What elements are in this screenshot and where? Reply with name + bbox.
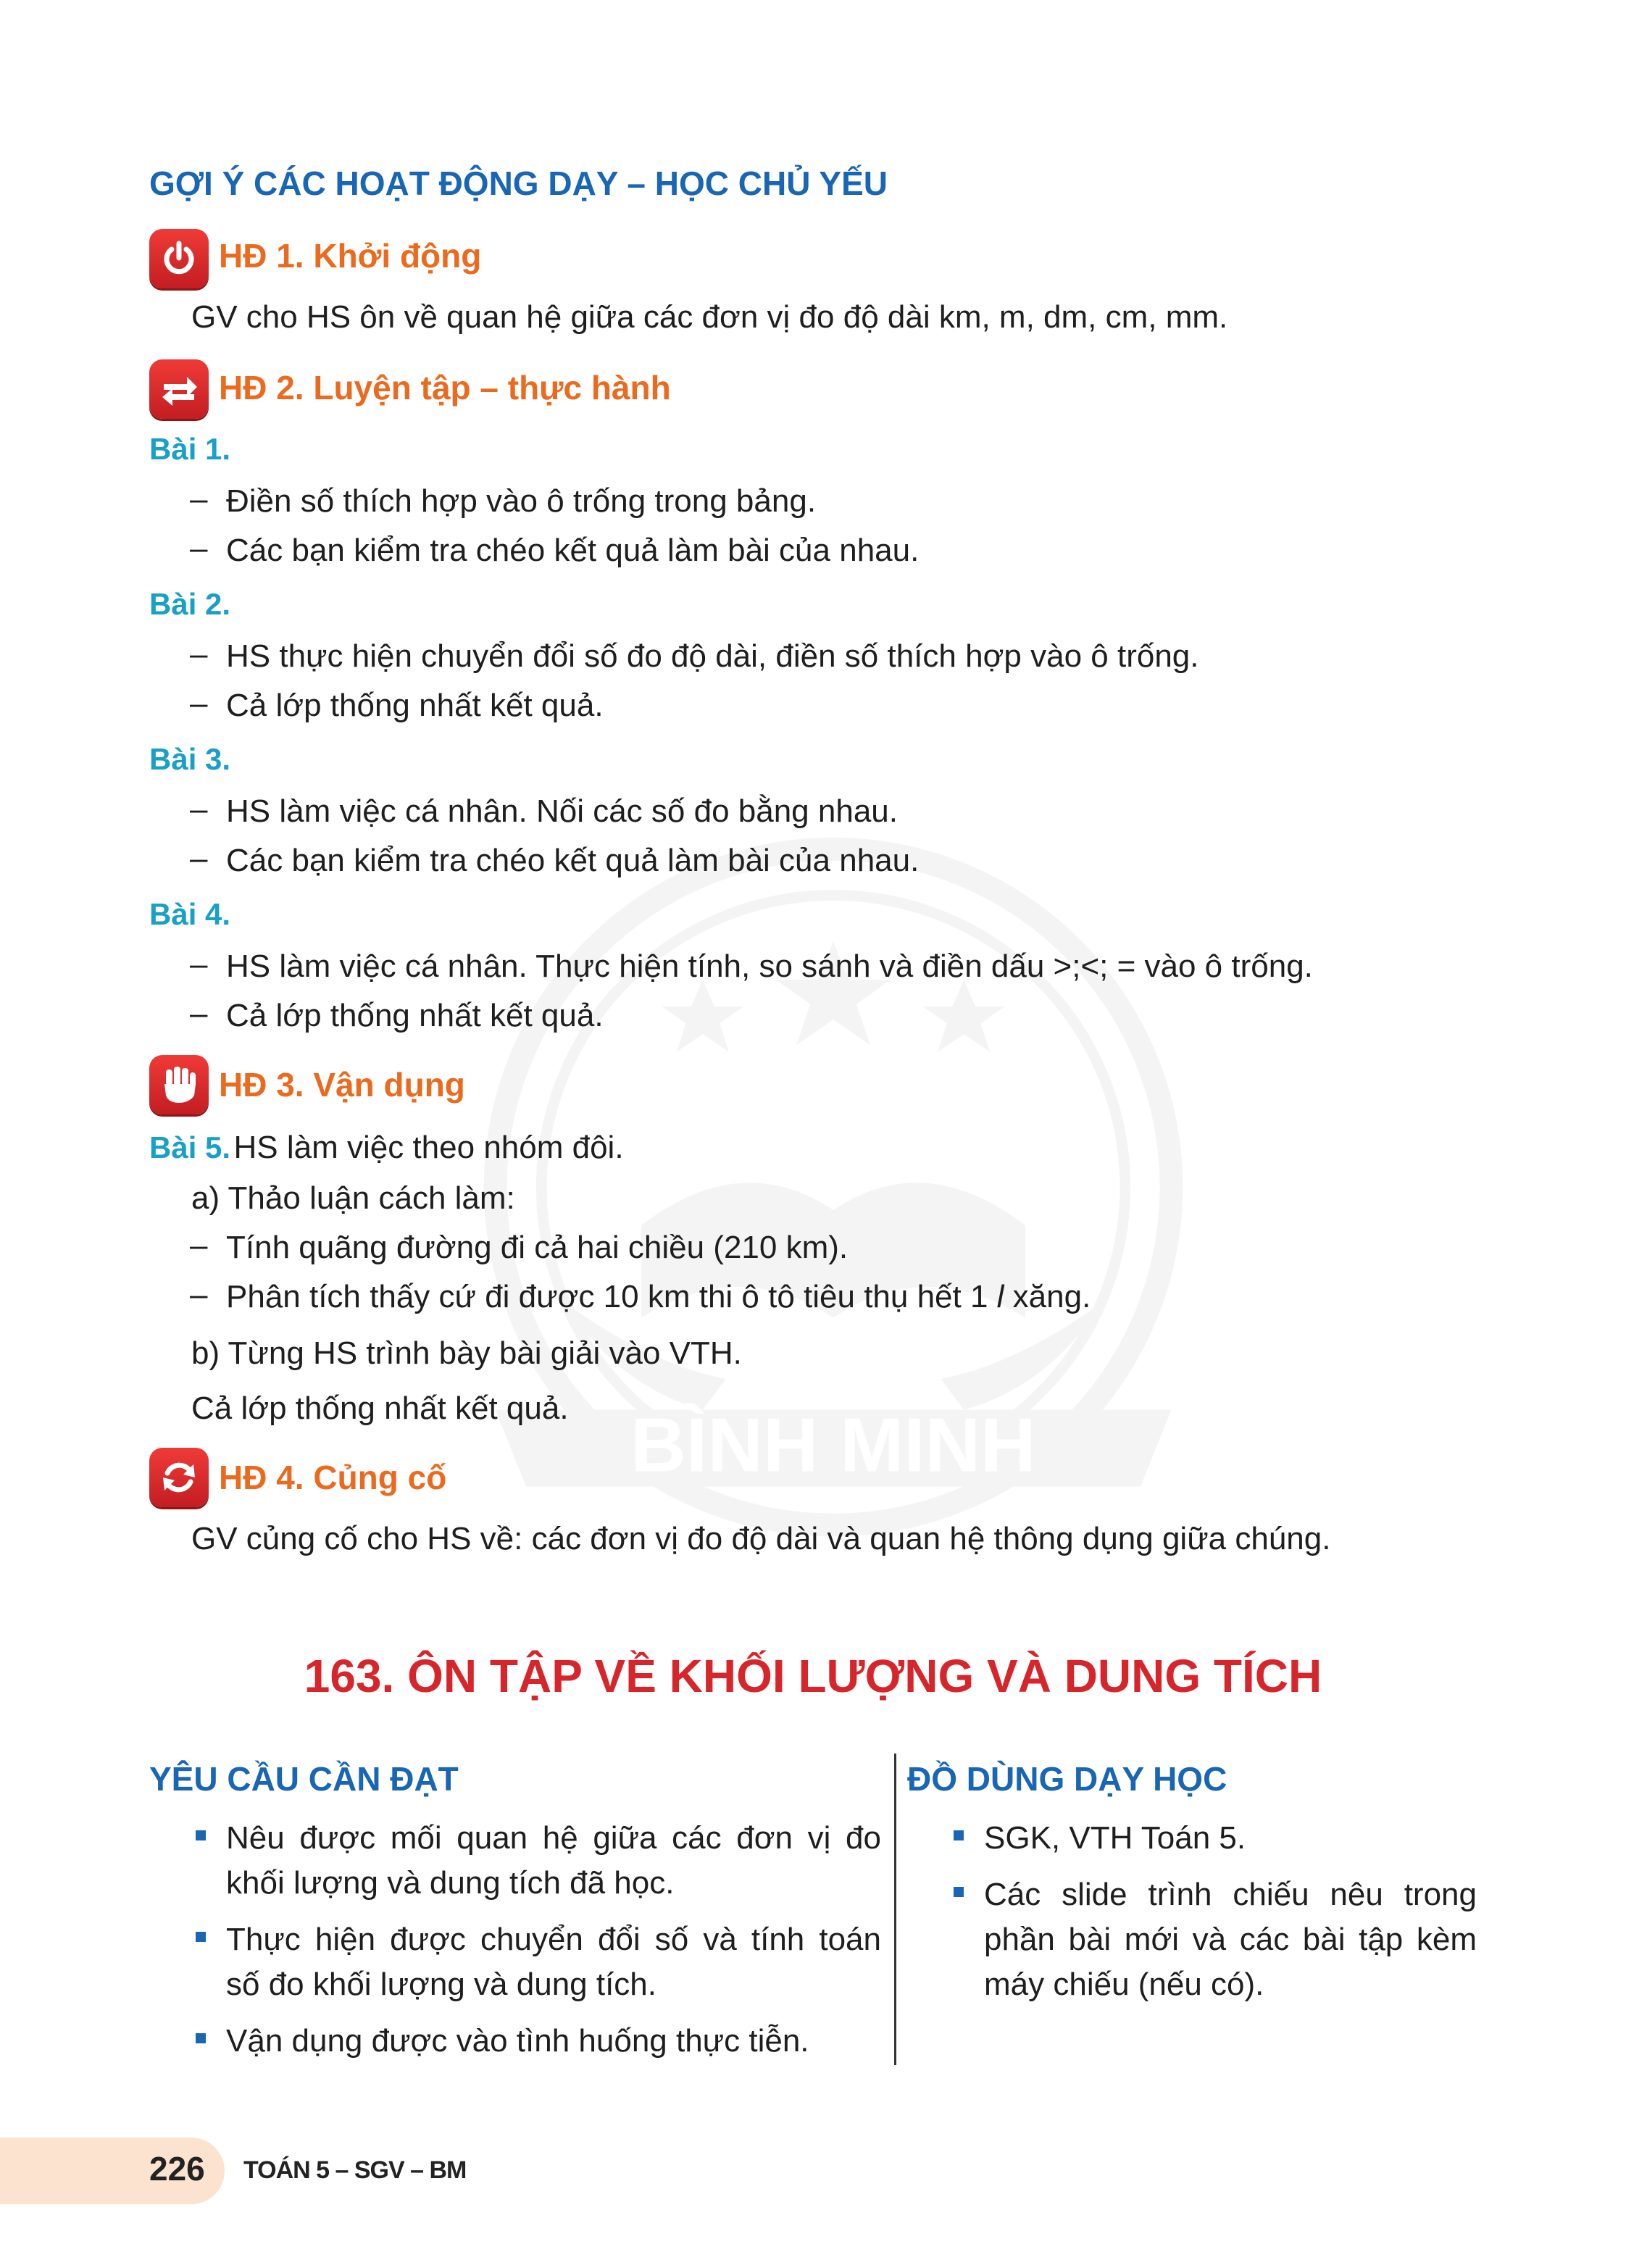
bai5-dash-2 bbox=[226, 1277, 1091, 1317]
bai2-label: Bài 2. bbox=[149, 587, 231, 621]
lesson-title: 163. ÔN TẬP VỀ KHỐI LƯỢNG VÀ DUNG TÍCH bbox=[304, 1650, 1322, 1702]
bai2-item: Cả lớp thống nhất kết quả. bbox=[226, 688, 604, 723]
requirement-item-line: khối lượng và dung tích đã học. bbox=[226, 1865, 675, 1901]
power-icon bbox=[149, 229, 209, 288]
bullet-square bbox=[954, 1830, 964, 1840]
bai3-item: Các bạn kiểm tra chéo kết quả làm bài của nhau. bbox=[226, 843, 920, 878]
bai3-item: HS làm việc cá nhân. Nối các số đo bằng nhau. bbox=[226, 793, 898, 829]
bai4-item: HS làm việc cá nhân. Thực hiện tính, so sánh và điền dấu >;<; = vào ô trống. bbox=[226, 949, 1313, 984]
hd1-title: HĐ 1. Khởi động bbox=[219, 237, 482, 275]
bai5-part-a: a) Thảo luận cách làm: bbox=[191, 1180, 515, 1216]
dash-marker: – bbox=[190, 530, 208, 566]
material-item-line: máy chiếu (nếu có). bbox=[984, 1967, 1264, 2002]
hd1-text: GV cho HS ôn về quan hệ giữa các đơn vị đo độ dài km, m, dm, cm, mm. bbox=[191, 299, 1228, 335]
bai5-dash-2-pre: Phân tích thấy cứ đi được 10 km thi ô tô tiêu thụ hết 1 bbox=[226, 1279, 997, 1314]
requirements-heading: YÊU CẦU CẦN ĐẠT bbox=[149, 1760, 459, 1798]
dash-marker: – bbox=[190, 841, 208, 876]
material-item-line: phần bài mới và các bài tập kèm bbox=[984, 1922, 1477, 1957]
dash-marker: – bbox=[190, 1277, 208, 1312]
dash-marker: – bbox=[190, 996, 208, 1031]
hd2-title: HĐ 2. Luyện tập – thực hành bbox=[219, 369, 671, 407]
bullet-square bbox=[196, 1830, 206, 1840]
bai2-item: HS thực hiện chuyển đổi số đo độ dài, điền số thích hợp vào ô trống. bbox=[226, 638, 1199, 674]
bai5-conclusion: Cả lớp thống nhất kết quả. bbox=[191, 1391, 569, 1426]
bai3-label: Bài 3. bbox=[149, 742, 231, 776]
bai1-label: Bài 1. bbox=[149, 432, 231, 466]
publisher-watermark-logo bbox=[449, 826, 1217, 1594]
hd4-text: GV củng cố cho HS về: các đơn vị đo độ dài và quan hệ thông dụng giữa chúng. bbox=[191, 1521, 1331, 1556]
dash-marker: – bbox=[190, 1227, 208, 1263]
bai5-dash-1: Tính quãng đường đi cả hai chiều (210 km). bbox=[226, 1230, 849, 1265]
column-divider bbox=[894, 1754, 896, 2065]
section-heading: GỢI Ý CÁC HOẠT ĐỘNG DẠY – HỌC CHỦ YẾU bbox=[149, 164, 888, 202]
dash-marker: – bbox=[190, 946, 208, 982]
bullet-square bbox=[954, 1887, 964, 1897]
bai1-item: Các bạn kiểm tra chéo kết quả làm bài của nhau. bbox=[226, 533, 920, 568]
hd3-title: HĐ 3. Vận dụng bbox=[219, 1066, 465, 1104]
dash-marker: – bbox=[190, 481, 208, 517]
bullet-square bbox=[196, 2033, 206, 2043]
arrows-exchange-icon bbox=[149, 359, 209, 419]
watermark-text: BÌNH MINH bbox=[630, 1402, 1036, 1488]
book-title: TOÁN 5 – SGV – BM bbox=[243, 2156, 467, 2184]
requirement-item-line: Nêu được mối quan hệ giữa các đơn vị đo bbox=[226, 1820, 881, 1856]
materials-heading: ĐỒ DÙNG DẠY HỌC bbox=[907, 1760, 1227, 1798]
bai4-label: Bài 4. bbox=[149, 897, 231, 931]
bai4-item: Cả lớp thống nhất kết quả. bbox=[226, 998, 604, 1033]
bullet-square bbox=[196, 1932, 206, 1942]
raised-fist-icon bbox=[149, 1055, 209, 1114]
bai5-part-b: b) Từng HS trình bày bài giải vào VTH. bbox=[191, 1335, 742, 1371]
material-item-line: Các slide trình chiếu nêu trong bbox=[984, 1877, 1477, 1912]
dash-marker: – bbox=[190, 685, 208, 721]
refresh-cycle-icon bbox=[149, 1448, 209, 1507]
bai5-dash-2-post: xăng. bbox=[1004, 1279, 1091, 1314]
bai5-label: Bài 5. bbox=[149, 1130, 231, 1164]
bai5-text: HS làm việc theo nhóm đôi. bbox=[233, 1130, 624, 1165]
dash-marker: – bbox=[190, 791, 208, 827]
requirement-item-line: số đo khối lượng và dung tích. bbox=[226, 1967, 656, 2002]
requirement-item-line: Thực hiện được chuyển đổi số và tính toán bbox=[226, 1922, 881, 1957]
requirement-item-line: Vận dụng được vào tình huống thực tiễn. bbox=[226, 2023, 809, 2059]
page-number: 226 bbox=[149, 2150, 205, 2188]
dash-marker: – bbox=[190, 636, 208, 672]
material-item-line: SGK, VTH Toán 5. bbox=[984, 1820, 1246, 1856]
liter-unit: l bbox=[996, 1279, 1004, 1314]
hd4-title: HĐ 4. Củng cố bbox=[219, 1459, 447, 1496]
bai5-line bbox=[149, 1127, 624, 1168]
bai1-item: Điền số thích hợp vào ô trống trong bảng. bbox=[226, 483, 817, 519]
